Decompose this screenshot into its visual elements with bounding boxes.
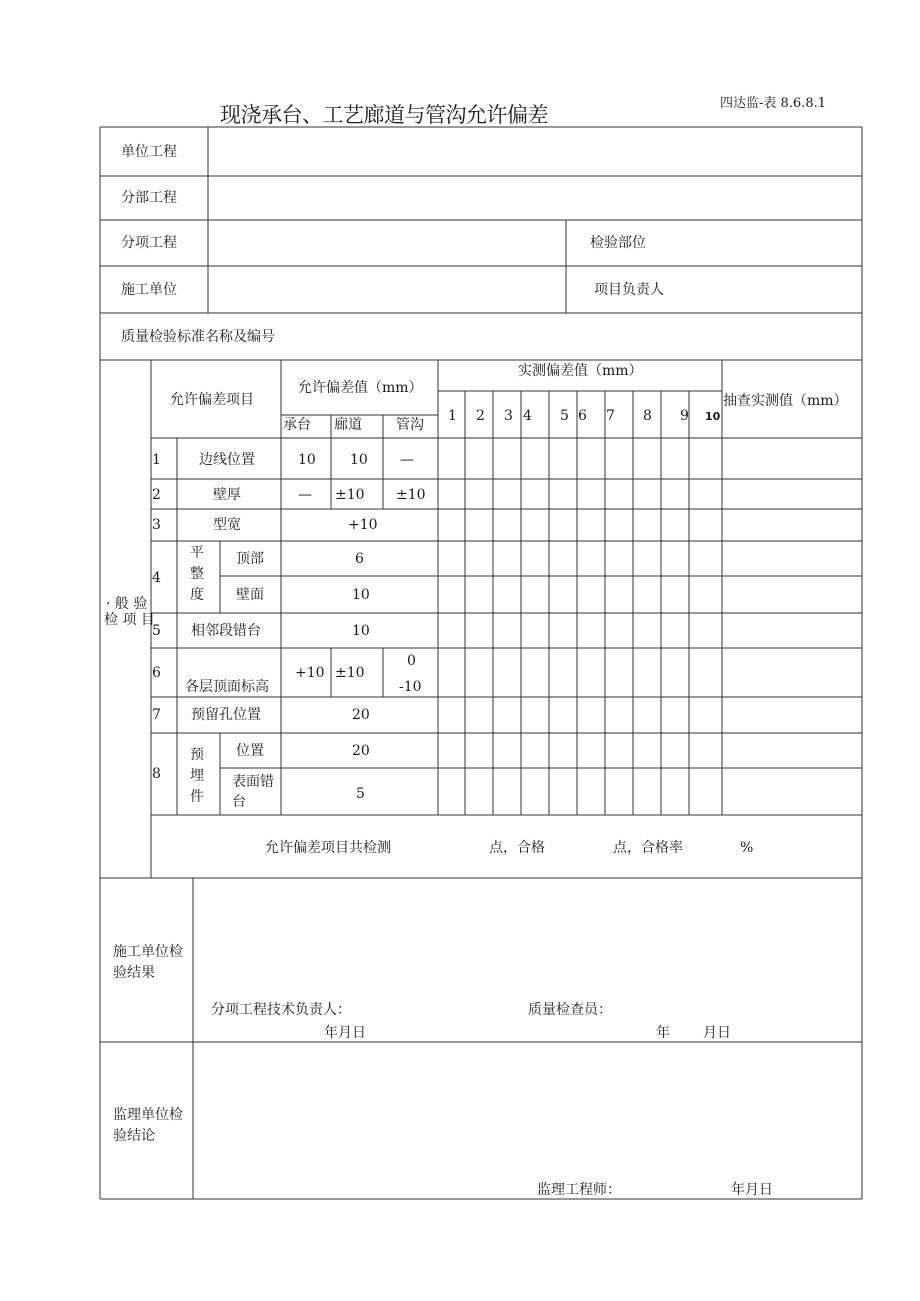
row-item: 型宽 — [213, 517, 241, 533]
row-number: 8 — [152, 766, 161, 782]
summary-prefix: 允许偏差项目共检测 — [265, 840, 391, 856]
row-value: 0 — [407, 653, 416, 669]
row-value: 10 — [352, 587, 370, 603]
row-value: 10 — [352, 623, 370, 639]
row-value: 5 — [356, 786, 365, 802]
row-number: 2 — [152, 487, 161, 503]
point-number: 3 — [504, 408, 513, 424]
row-group: 预埋件 — [190, 747, 204, 805]
row-value-extra: -10 — [399, 679, 422, 695]
allow-col-header: 承台 — [283, 417, 311, 433]
item-header: 允许偏差项目 — [170, 392, 254, 408]
row-value: 20 — [352, 743, 370, 759]
row-value: 20 — [352, 707, 370, 723]
point-number: 9 — [680, 408, 689, 424]
supervision-date: 年月日 — [731, 1182, 773, 1198]
section-label-bottom: 检 项 目 — [104, 612, 155, 628]
inspector-label: 质量检查员： — [528, 1002, 612, 1018]
summary-percent: % — [740, 840, 754, 856]
construction-result-label: 施工单位检验结果 — [113, 944, 183, 981]
summary-pass: 点，合格 — [489, 840, 545, 856]
row-value: ±10 — [335, 665, 365, 681]
supervision-result-label: 监理单位检验结论 — [113, 1107, 183, 1144]
row-number: 3 — [152, 517, 161, 533]
point-number: 2 — [476, 408, 485, 424]
row-item: 边线位置 — [199, 452, 255, 468]
row-subitem: 表面错台 — [232, 774, 274, 810]
unit-project-label: 单位工程 — [121, 144, 177, 160]
row-value: 6 — [355, 551, 364, 567]
project-manager-label: 项目负责人 — [594, 282, 664, 298]
measured-header: 实测偏差值（mm） — [518, 363, 643, 379]
row-value: 10 — [298, 452, 316, 468]
row-subitem: 位置 — [236, 743, 264, 759]
row-value: — — [400, 452, 414, 468]
date-left: 年月日 — [324, 1025, 366, 1041]
row-subitem: 顶部 — [236, 551, 264, 567]
date-month-day: 月日 — [703, 1025, 731, 1041]
date-year: 年 — [656, 1025, 670, 1041]
point-number: 5 — [560, 408, 569, 424]
point-number: 8 — [643, 408, 652, 424]
row-value: +10 — [295, 665, 325, 681]
row-group: 平整度 — [190, 545, 204, 603]
tech-lead-label: 分项工程技术负责人： — [211, 1002, 351, 1018]
form-code: 四达监-表 8.6.8.1 — [720, 96, 827, 111]
section-label-top: · 般 验 — [106, 596, 148, 612]
row-number: 1 — [152, 452, 161, 468]
point-number: 4 — [523, 408, 532, 424]
row-number: 4 — [152, 570, 161, 586]
row-item: 相邻段错台 — [191, 623, 261, 639]
row-item: 壁厚 — [213, 487, 241, 503]
sample-header: 抽查实测值（mm） — [723, 393, 848, 409]
allow-header: 允许偏差值（mm） — [298, 380, 423, 396]
inspection-part-label: 检验部位 — [590, 235, 646, 251]
row-item: 预留孔位置 — [191, 707, 261, 723]
row-number: 5 — [152, 623, 161, 639]
point-number: 1 — [448, 408, 457, 424]
standard-name-label: 质量检验标准名称及编号 — [121, 329, 275, 345]
point-number: 10 — [705, 410, 721, 423]
row-value: +10 — [348, 517, 378, 533]
summary-rate: 点，合格率 — [613, 840, 683, 856]
division-project-label: 分部工程 — [121, 190, 177, 206]
point-number: 6 — [578, 408, 587, 424]
row-number: 6 — [152, 665, 161, 681]
engineer-label: 监理工程师： — [537, 1182, 621, 1198]
row-value: ±10 — [335, 487, 365, 503]
row-subitem: 壁面 — [236, 587, 264, 603]
page-title: 现浇承台、工艺廊道与管沟允许偏差 — [220, 103, 548, 127]
row-value: — — [298, 487, 312, 503]
row-number: 7 — [152, 707, 161, 723]
construction-unit-label: 施工单位 — [121, 282, 177, 298]
allow-col-header: 廊道 — [334, 417, 362, 433]
sub-item-project-label: 分项工程 — [121, 235, 177, 251]
point-number: 7 — [606, 408, 615, 424]
row-value: 10 — [350, 452, 368, 468]
row-value: ±10 — [396, 487, 426, 503]
row-item: 各层顶面标高 — [185, 679, 269, 695]
allow-col-header: 管沟 — [396, 417, 424, 433]
